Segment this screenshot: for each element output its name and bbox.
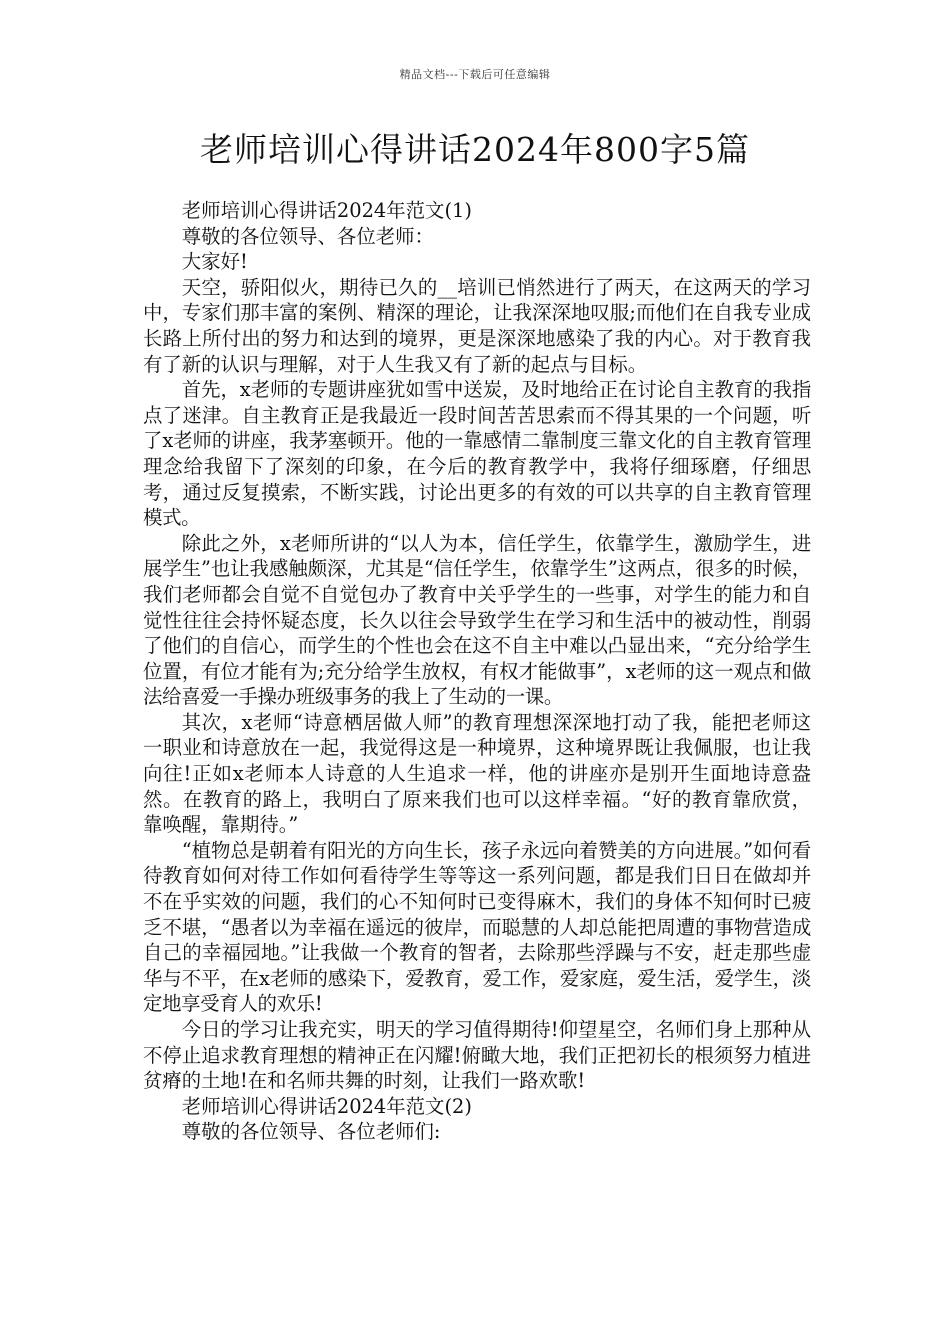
paragraph: “植物总是朝着有阳光的方向生长，孩子永远向着赞美的方向进展。”如何看待教育如何对待工作如何看待学生等等这一系列问题，都是我们日日在做却并不在乎实效的问题，我们的心不知何时已变得麻木，我们的身体不知何时已疲乏不堪，“愚者以为幸福在遥远的彼岸，而聪慧的人却总能把周遭的事物营造成自己的幸福园地。”让我做一个教育的智者，去除那些浮躁与不安，赶走那些虚华与不平，在x老师的感染下，爱教育，爱工作，爱家庭，爱生活，爱学生，淡定地享受育人的欢乐! [143,838,811,1016]
paragraph: 除此之外，x老师所讲的“以人为本，信任学生，依靠学生，激励学生，进展学生”也让我感触颇深，尤其是“信任学生，依靠学生”这两点，很多的时候，我们老师都会自觉不自觉包办了教育中关乎学生的一些事，对学生的能力和自觉性往往会持怀疑态度，长久以往会导致学生在学习和生活中的被动性，削弱了他们的自信心，而学生的个性也会在这不自主中难以凸显出来，“充分给学生位置，有位才能有为;充分给学生放权，有权才能做事”，x老师的这一观点和做法给喜爱一手操办班级事务的我上了生动的一课。 [143,531,811,709]
salutation: 尊敬的各位领导、各位老师们: [181,1120,441,1144]
paragraph: 天空，骄阳似火，期待已久的__培训已悄然进行了两天，在这两天的学习中，专家们那丰富的案例、精深的理论，让我深深地叹服;而他们在自我专业成长路上所付出的努力和达到的境界，更是深深地感染了我的内心。对于教育我有了新的认识与理解，对于人生我又有了新的起点与目标。 [143,275,811,376]
document-body [143,198,811,1145]
section-heading-1: 老师培训心得讲话2024年范文(1) [181,199,472,222]
paragraph: 首先，x老师的专题讲座犹如雪中送炭，及时地给正在讨论自主教育的我指点了迷津。自主教育正是我最近一段时间苦苦思索而不得其果的一个问题，听了x老师的讲座，我茅塞顿开。他的一靠感情二靠制度三靠文化的自主教育管理理念给我留下了深刻的印象，在今后的教育教学中，我将仔细琢磨，仔细思考，通过反复摸索，不断实践，讨论出更多的有效的可以共享的自主教育管理模式。 [143,378,811,530]
paragraph: 其次，x老师“诗意栖居做人师”的教育理想深深地打动了我，能把老师这一职业和诗意放在一起，我觉得这是一种境界，这种境界既让我佩服，也让我向往!正如x老师本人诗意的人生追求一样，他的讲座亦是别开生面地诗意盎然。在教育的路上，我明白了原来我们也可以这样幸福。“好的教育靠欣赏，靠唤醒，靠期待。” [143,710,811,837]
document-title: 老师培训心得讲话2024年800字5篇 [200,130,750,169]
header-note: 精品文档---下载后可任意编辑 [399,68,551,81]
salutation: 尊敬的各位领导、各位老师： [181,224,434,248]
paragraph: 今日的学习让我充实，明天的学习值得期待!仰望星空，名师们身上那种从不停止追求教育理想的精神正在闪耀!俯瞰大地，我们正把初长的根须努力植进贫瘠的土地!在和名师共舞的时刻，让我们一路欢歌! [143,1018,811,1093]
greeting: 大家好! [181,250,248,274]
section-heading-2: 老师培训心得讲话2024年范文(2) [181,1094,472,1118]
